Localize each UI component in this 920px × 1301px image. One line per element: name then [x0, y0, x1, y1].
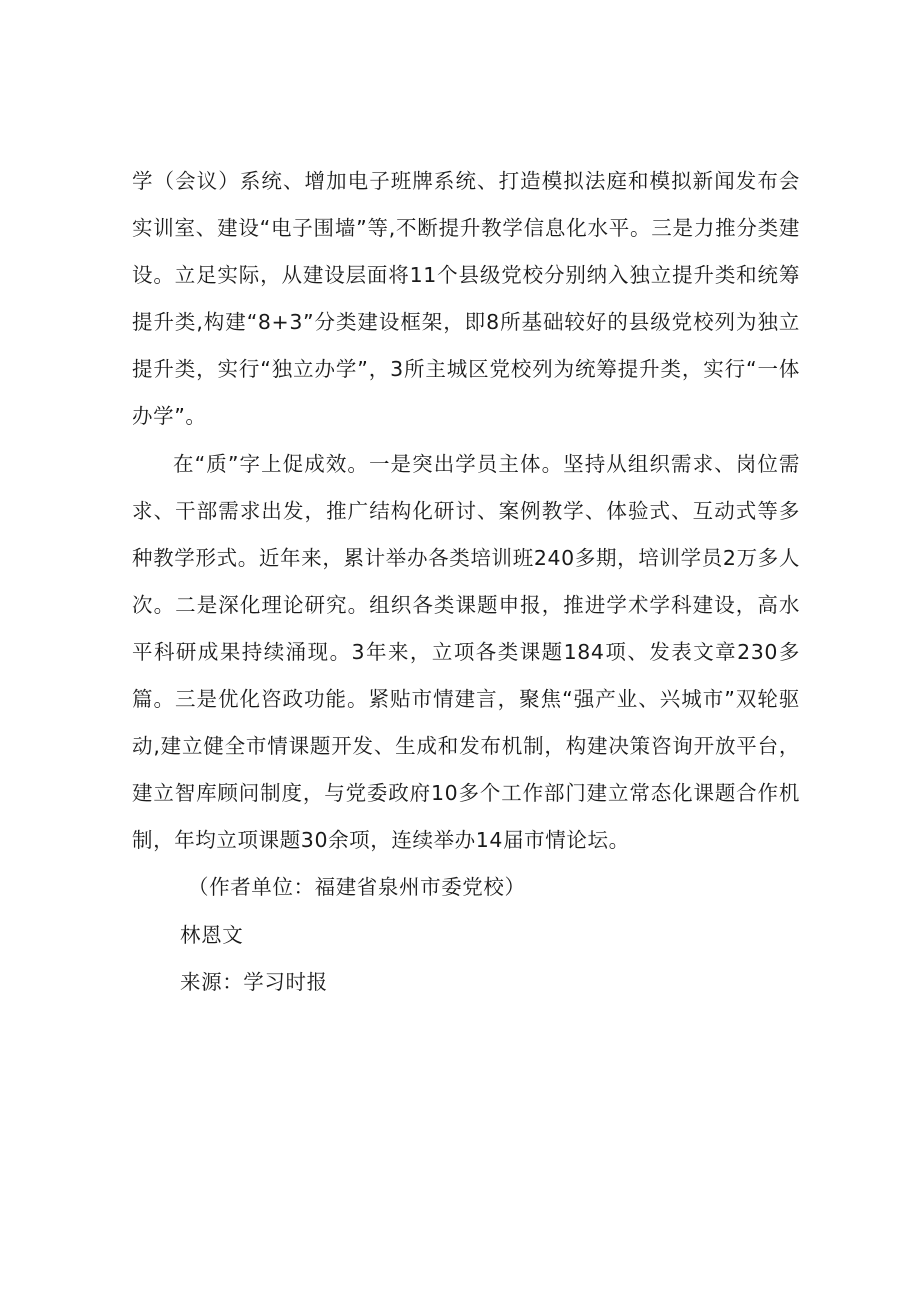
- article-body: [132, 158, 800, 1006]
- paragraph-continuation: 学（会议）系统、增加电子班牌系统、打造模拟法庭和模拟新闻发布会实训室、建设“电子围墙”等,不断提升教学信息化水平。三是力推分类建设。立足实际，从建设层面将11个县级党校分别纳入独立提升类和统筹提升类,构建“8+3”分类建设框架，即8所基础较好的县级党校列为独立提升类，实行“独立办学”，3所主城区党校列为统筹提升类，实行“一体办学”。: [132, 169, 800, 429]
- author-name: 林恩文: [180, 922, 244, 947]
- paragraph-quality: 在“质”字上促成效。一是突出学员主体。坚持从组织需求、岗位需求、干部需求出发，推广结构化研讨、案例教学、体验式、互动式等多种教学形式。近年来，累计举办各类培训班240多期，培训学员2万多人次。二是深化理论研究。组织各类课题申报，推进学术学科建设，高水平科研成果持续涌现。3年来，立项各类课题184项、发表文章230多篇。三是优化咨政功能。紧贴市情建言，聚焦“强产业、兴城市”双轮驱动,建立健全市情课题开发、生成和发布机制，构建决策咨询开放平台，建立智库顾问制度，与党委政府10多个工作部门建立常态化课题合作机制，年均立项课题30余项，连续举办14届市情论坛。: [132, 451, 800, 853]
- author-unit: （作者单位：福建省泉州市委党校）: [188, 875, 526, 900]
- source-line: 来源：学习时报: [180, 969, 328, 994]
